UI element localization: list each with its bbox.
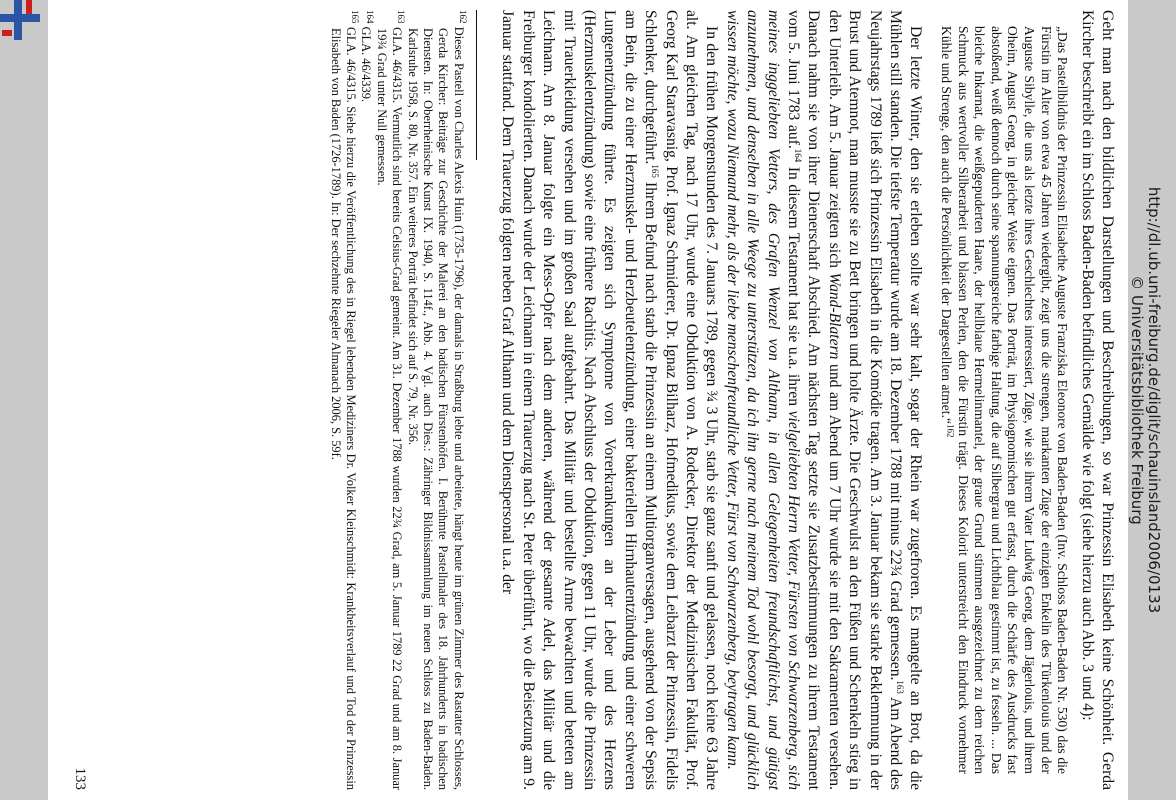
footnote-divider: [476, 10, 477, 160]
page-number: 133: [72, 767, 88, 790]
paragraph: [497, 10, 721, 790]
citation-url[interactable]: http://dl.ub.uni-freiburg.de/diglit/schauinsland2006/0133: [1145, 186, 1163, 614]
footnote: [358, 10, 376, 790]
footnote: [404, 10, 469, 790]
text-span: In diesem Testament hat sie u.a. ihren: [785, 162, 802, 411]
citation-block: [1128, 10, 1162, 790]
footnote-number: 163: [396, 10, 407, 24]
footnote-number: 165: [350, 10, 361, 24]
paragraph: Geht man nach den bildlichen Darstellungen und Beschreibungen, so war Prinzessin Elisabeth keine Schönheit. Gerda Kircher beschreibt ein im Schloss Baden-Baden befindliches Gemälde wie folgt (siehe hierzu auch Abb. 3 und 4):: [1078, 10, 1116, 790]
footnote-ref: 163: [895, 680, 906, 694]
footnote-text: GLA. 46/4339.: [359, 26, 374, 102]
text-span: und am Abend um 7 Uhr wurde sie mit den Sakramenten versehen. Danach nahm sie von ihrer Dienerschaft Abschied. Am nächsten Tag setzte sie Zusatzbestimmungen zu ihrem Testament vom 5. Juni 1783 auf.: [785, 10, 843, 790]
footnote-text: GLA. 46/4315. Siehe hierzu die Veröffentlichung des in Riegel lebenden Mediziners Dr. Volker Kleinschmidt: Krankheitsverlauf und Tod der Prinzessin Elisabeth von Baden (1726-1789). In: Der sechzehnte Riegeler Almanach 2006, S. 59f.: [328, 26, 359, 790]
left-margin-bar: [0, 0, 48, 800]
footnote-ref: 165: [650, 164, 661, 178]
emphasis-text: vielgeliebten Herrn Vetter, Fürsten von Schwarzenberg, sich meines inggeliebten Vetters, des Grafen Wenzel von Althann, in allen Gelegenheiten freundschaftlichst, und gütigst anzunehmen, und denselben in alle Weege zu unterstützen, da ich ihn gerne nach meinem Tod wohl besorgt, und glücklich wissen möchte, wozu Niemand mehr, als der liebe menschenfreundliche Vetter, Fürst von Schwarzenberg, beytragen kann.: [723, 10, 802, 790]
footnote-ref: 164: [793, 148, 804, 163]
text-span: Am Abend des Neujahrstags 1789 ließ sich Prinzessin Elisabeth in die Komödie tragen. Am 3. Januar bekam sie starke Beklemmung in der Brust und Atemnot, man musste sie zu Bett bringen und holte Ärzte. Die Geschwulst an den Füßen und Schenkeln stieg in den Unterleib. Am 5. Januar zeigten sich: [825, 10, 905, 790]
footnote-number: 164: [365, 10, 376, 24]
text-span: Der letzte Winter, den sie erleben sollte war sehr kalt, sogar der Rhein war zugefroren. Es mangelte an Brot, da die Mühlen still standen. Die tiefste Temperatur wurde am 18. Dezember 1788 mit minus 22¾ Grad gemessen.: [887, 10, 925, 790]
library-logo-icon: [0, 0, 48, 48]
footnote-ref: 162: [945, 424, 956, 438]
quote-text: „Das Pastellbildnis der Prinzessin Elisabethe Auguste Franziska Eleonore von Baden-Baden (Inv. Schloss Baden-Baden Nr. 530) das die Fürstin im Alter von etwa 45 Jahren wiedergibt, zeigt uns die strengen, markanten Züge der einzigen Enkelin des Türkenlouis und der Auguste Sibylle, die uns als letzte ihres Geschlechtes interessiert, Züge, wie sie ihrem Vater Ludwig Georg, dem Jägerlouis, und ihrem Oheim, August Georg, in gleicher Weise eignen. Das Porträt, im Physiognomischen gut erfasst, durch die Schärfe des Ausdrucks fast abstoßend, weiß dennoch durch seine spannungsreiche farbige Haltung, die auf Silbergrau und Lichtblau gestimmt ist, zu fesseln. ... Das bleiche Inkarnat, die weißgepuderten Haare, der hellblaue Hermelinmantel, der graue Grund stimmen ausgezeichnet zu dem reichen Schmuck aus wertvoller Silberarbeit und blassen Perlen, den die Fürstin trägt. Dieses Kolorit unterstreicht den Eindruck vornehmer Kühle und Strenge, den auch die Persönlichkeit der Dargestellten atmet.“: [939, 26, 1071, 774]
paragraph: [721, 10, 925, 790]
text-span: Ihrem Befund nach starb die Prinzessin an einem Multiorganversagen, ausgehend von der Sepsis am Bein, die zu einer Herzmuskel- und Herzbeutelentzündung, einer bakteriellen Hirnhautentzündung und einer schweren Lungenentzündung führte. Es zeigten sich Symptome von Vorerkrankungen an der Leber und des Herzens (Herzmuskelentzündung) sowie eine frühere Rachitis. Nach Abschluss der Obduktion, gegen 11 Uhr, wurde die Prinzessin mit Trauerkleidung versehen und im großen Saal aufgebahrt. Das Militär und bestellte Arme bewachten und beteten am Leichnam. Am 8. Januar folgte ein Mess-Opfer nach dem anderen, während der gesamte Adel, das Militär und die Freiburger kondolierten. Danach wurde der Leichnam in einem Trauerzug nach St. Peter überführt, wo die Beisetzung am 9. Januar stattfand. Dem Trauerzug folgten neben Graf Althann und dem Dienstpersonal u.a. der: [499, 10, 660, 790]
block-quote: [937, 26, 1070, 774]
citation-copyright: © Universitätsbibliothek Freiburg: [1128, 275, 1146, 525]
text-span: In den frühen Morgenstunden des 7. Januars 1789, gegen ¾ 3 Uhr, starb sie ganz sanft und gelassen, noch keine 63 Jahre alt. Am gleichen Tag, nach 17 Uhr, wurde eine Obduktion von A. Rodecker, Direktor der Medizinischen Fakultät, Prof. Georg Karl Staravasnig, Prof. Ignaz Schmiderer, Dr. Ignaz Bilharz, Hofmedikus, sowie dem Leibarzt der Prinzessin, Fidelis Schlenker, durchgeführt.: [642, 10, 721, 790]
footnote: [327, 10, 361, 790]
page-content: [48, 10, 1117, 790]
document-page: [48, 0, 1128, 800]
footnote-text: GLA. 46/4315. Vermutlich sind bereits Celsius-Grad gemeint. Am 31. Dezember 1788 wurden 22¾ Grad, am 5. Januar 1789 22 Grad und am 8. Januar 19¾ Grad unter Null gemessen.: [374, 27, 405, 790]
emphasis-text: Wand-Blatern: [825, 272, 843, 360]
footnote-text: Dieses Pastell von Charles Alexis Huin (1735-1796), der damals in Straßburg lebte und arbeitete, hängt heute im grünen Zimmer des Rastatter Schlosses, Gerda Kircher: Beiträge zur Geschichte der Malerei an den badischen Fürstenhöfen. I. Berühmte Pastellmaler des 18. Jahrhunderts in badischen Diensten. In: Oberrheinische Kunst IX. 1940, S. 114f., Abb. 4. Vgl. auch Dies.: Zähringer Bildnissammlung im neuen Schloss zu Baden-Baden. Karlsruhe 1958, S. 80, Nr. 357. Ein weiteres Porträt befindet sich auf S. 79, Nr. 356.: [405, 26, 466, 790]
footnote: [373, 10, 407, 790]
footnotes: [327, 10, 469, 790]
footnote-number: 162: [458, 10, 469, 24]
